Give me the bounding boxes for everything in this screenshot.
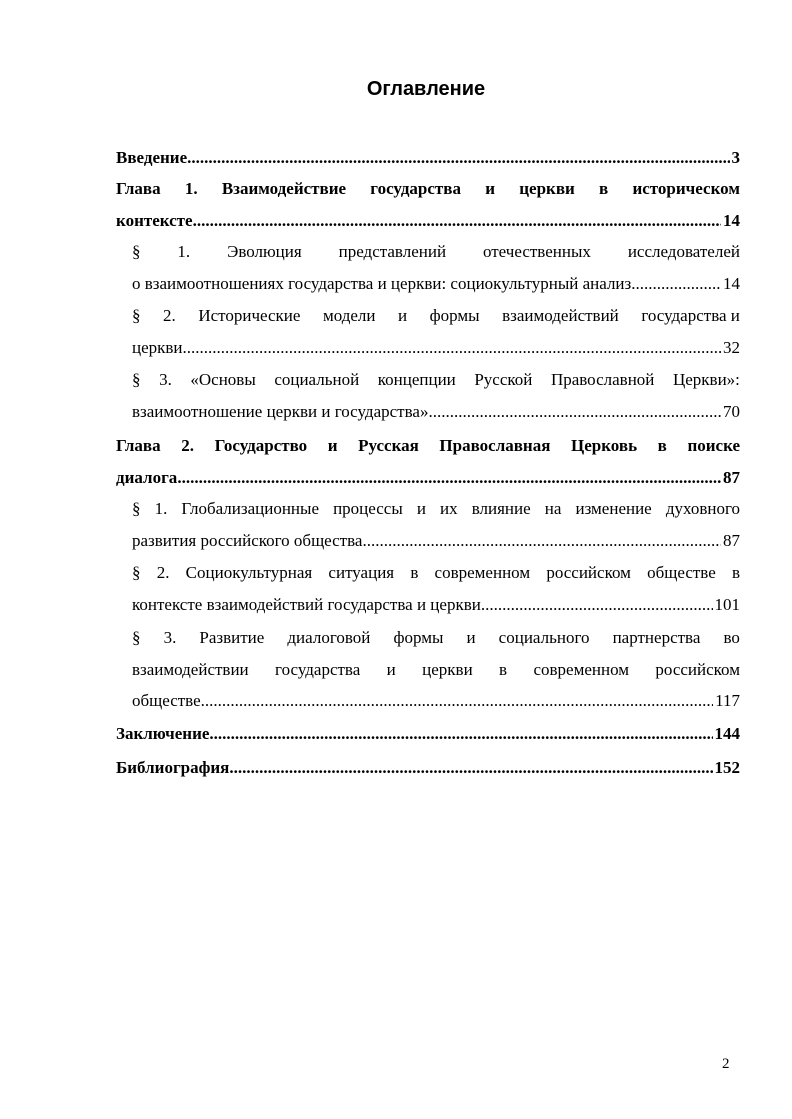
- toc-word: исследователей: [627, 242, 740, 261]
- page-number: 2: [722, 1056, 730, 1072]
- toc-page: 117: [715, 691, 740, 710]
- toc-word: Церкви»:: [672, 370, 740, 389]
- toc-leader: [631, 272, 721, 296]
- toc-word: Взаимодействие: [221, 179, 347, 198]
- toc-page: 144: [714, 724, 740, 743]
- toc-leader: [209, 722, 712, 746]
- toc-word: 2.: [163, 306, 176, 325]
- toc-word: церкви: [519, 179, 575, 198]
- toc-word: в: [599, 179, 609, 198]
- toc-justified-line: [116, 434, 740, 458]
- toc-label: церкви: [132, 338, 183, 357]
- toc-justified-line: [132, 497, 740, 521]
- toc-word: церкви: [422, 660, 473, 679]
- toc-word: в: [657, 436, 667, 455]
- toc-label: диалога: [116, 468, 178, 487]
- toc-word: современном: [434, 563, 531, 582]
- toc-leader: [229, 756, 712, 780]
- toc-leader: [428, 400, 721, 424]
- toc-word: историческом: [632, 179, 740, 198]
- toc-word: Русская: [358, 436, 419, 455]
- toc-word: на: [544, 499, 562, 518]
- toc-word: представлений: [338, 242, 447, 261]
- toc-word: их: [440, 499, 458, 518]
- toc-page: 3: [731, 148, 740, 167]
- toc-page: 14: [723, 211, 740, 230]
- toc-word: в: [410, 563, 419, 582]
- page-title: Оглавление: [366, 78, 486, 100]
- toc-word: Государство: [214, 436, 308, 455]
- toc-word: «Основы: [190, 370, 256, 389]
- toc-word: в: [499, 660, 508, 679]
- toc-word: Эволюция: [227, 242, 302, 261]
- toc-word: §: [132, 242, 141, 261]
- toc-word: государства: [275, 660, 361, 679]
- toc-label: контексте взаимодействий государства и церкви: [132, 595, 481, 614]
- toc-page: 70: [723, 402, 740, 421]
- toc-leader: [193, 209, 721, 233]
- toc-word: концепции: [377, 370, 456, 389]
- toc-label: обществе: [132, 691, 201, 710]
- toc-label: Библиография: [116, 758, 230, 777]
- toc-leader: [362, 529, 721, 553]
- toc-word: §: [132, 628, 141, 647]
- toc-word: формы: [429, 306, 480, 325]
- toc-word: формы: [393, 628, 444, 647]
- toc-page: 87: [723, 468, 740, 487]
- toc-word: Глава: [116, 179, 161, 198]
- toc-word: §: [132, 499, 141, 518]
- toc-word: модели: [322, 306, 376, 325]
- toc-label: взаимоотношение церкви и государства»: [132, 402, 429, 421]
- toc-word: взаимодействий: [502, 306, 619, 325]
- toc-leader: [481, 593, 713, 617]
- toc-word: современном: [533, 660, 630, 679]
- toc-word: 3.: [163, 628, 177, 647]
- toc-page: 87: [723, 531, 740, 550]
- toc-leader: [187, 146, 729, 170]
- toc-label: Заключение: [116, 724, 210, 743]
- toc-justified-line: [132, 658, 740, 682]
- toc-word: и: [485, 179, 495, 198]
- toc-word: влияние: [471, 499, 531, 518]
- toc-justified-line: [132, 561, 740, 585]
- toc-word: поиске: [687, 436, 740, 455]
- toc-word: обществе: [647, 563, 716, 582]
- toc-word: Социокультурная: [185, 563, 313, 582]
- toc-word: Исторические: [198, 306, 301, 325]
- toc-word: российском: [546, 563, 631, 582]
- toc-word: отечественных: [482, 242, 591, 261]
- toc-word: Глава: [116, 436, 161, 455]
- toc-word: Церковь: [571, 436, 638, 455]
- toc-word: 3.: [159, 370, 172, 389]
- toc-word: социального: [498, 628, 590, 647]
- toc-label: Введение: [116, 148, 188, 167]
- toc-word: Развитие: [199, 628, 265, 647]
- toc-label: развития российского общества: [132, 531, 363, 550]
- toc-page: 14: [723, 274, 740, 293]
- toc-word: Православной: [550, 370, 655, 389]
- toc-page: 32: [723, 338, 740, 357]
- toc-word: и: [398, 306, 408, 325]
- toc-word: взаимодействии: [132, 660, 249, 679]
- toc-word: и: [416, 499, 426, 518]
- toc-label: о взаимоотношениях государства и церкви: социокультурный анализ: [132, 274, 632, 293]
- toc-page: 101: [714, 595, 740, 614]
- toc-word: и: [386, 660, 396, 679]
- toc-word: 1.: [177, 242, 191, 261]
- toc-word: Глобализационные: [181, 499, 319, 518]
- toc-justified-line: [116, 177, 740, 201]
- toc-word: §: [132, 370, 141, 389]
- toc-word: диалоговой: [287, 628, 371, 647]
- toc-word: и: [327, 436, 338, 455]
- toc-label: контексте: [116, 211, 193, 230]
- toc-word: государства: [370, 179, 461, 198]
- toc-justified-line: [132, 240, 740, 264]
- toc-word: Православная: [439, 436, 551, 455]
- toc-justified-line: [132, 368, 740, 392]
- toc-word: государства и: [641, 306, 740, 325]
- toc-word: 2.: [181, 436, 194, 455]
- toc-justified-line: [132, 304, 740, 328]
- toc-word: духовного: [665, 499, 740, 518]
- toc-justified-line: [132, 626, 740, 650]
- toc-word: во: [723, 628, 740, 647]
- toc-word: изменение: [575, 499, 652, 518]
- toc-word: социальной: [274, 370, 360, 389]
- toc-word: партнерства: [612, 628, 701, 647]
- toc-word: российском: [655, 660, 740, 679]
- toc-leader: [201, 689, 713, 713]
- toc-word: в: [731, 563, 740, 582]
- toc-word: 1.: [184, 179, 198, 198]
- toc-leader: [183, 336, 721, 360]
- toc-leader: [177, 466, 721, 490]
- toc-word: 1.: [154, 499, 168, 518]
- toc-word: процессы: [333, 499, 403, 518]
- toc-word: ситуация: [328, 563, 395, 582]
- toc-word: и: [466, 628, 476, 647]
- toc-word: Русской: [474, 370, 533, 389]
- toc-word: §: [132, 563, 141, 582]
- toc-word: §: [132, 306, 141, 325]
- toc-page: 152: [714, 758, 740, 777]
- toc-word: 2.: [156, 563, 170, 582]
